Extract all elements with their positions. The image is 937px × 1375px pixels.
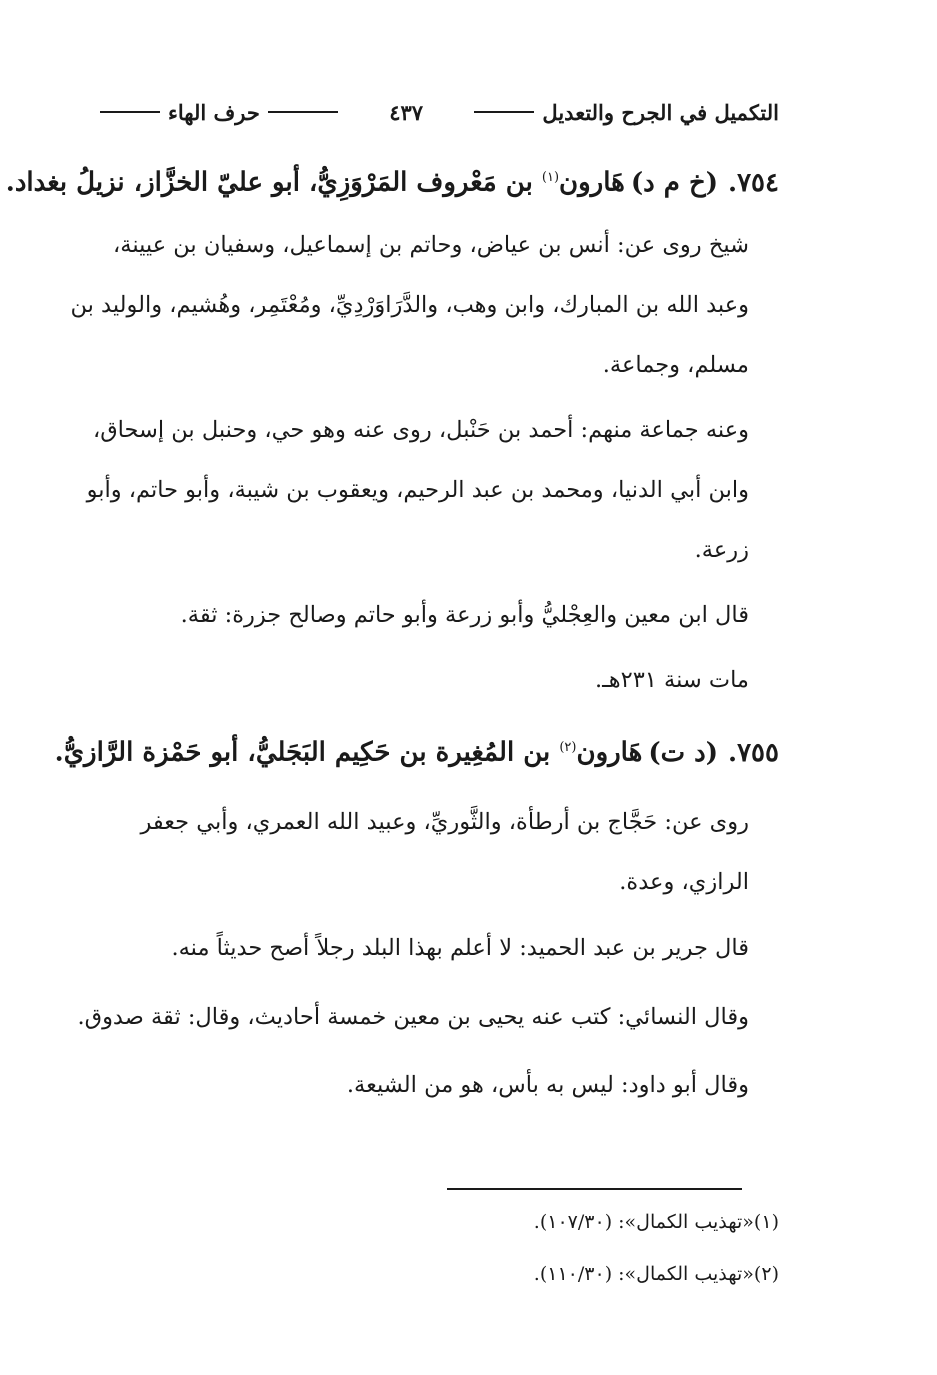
entry-name: هَارون bbox=[576, 737, 643, 768]
text-line: مات سنة ٢٣١هـ. bbox=[595, 667, 749, 693]
entry-name: هَارون bbox=[559, 167, 625, 198]
text-line: الرازي، وعدة. bbox=[619, 869, 749, 895]
header-page-group bbox=[389, 100, 423, 125]
text-line: وعبد الله بن المبارك، وابن وهب، والدَّرَاوَرْدِيِّ، ومُعْتَمِر، وهُشيم، والوليد بن bbox=[70, 292, 749, 318]
header-dash-3 bbox=[100, 111, 160, 113]
entry-heading-755 bbox=[54, 728, 779, 773]
running-header bbox=[100, 94, 779, 130]
text-line: شيخ روى عن: أنس بن عياض، وحاتم بن إسماعيل، وسفيان بن عيينة، bbox=[113, 232, 749, 258]
entry-755-para-2 bbox=[60, 918, 779, 978]
header-section-group bbox=[100, 100, 338, 125]
entry-755-para-3 bbox=[60, 987, 779, 1047]
entry-number: ٧٥٥. bbox=[728, 737, 779, 768]
entry-754-para-2 bbox=[60, 400, 779, 580]
footnote-1: (١)«تهذيب الكمال»: (١٠٧/٣٠). bbox=[533, 1211, 779, 1233]
entry-755-para-4 bbox=[60, 1055, 779, 1115]
header-section: حرف الهاء bbox=[168, 99, 260, 125]
entry-number: ٧٥٤. bbox=[728, 167, 779, 198]
text-line: قال جرير بن عبد الحميد: لا أعلم بهذا البلد رجلاً أصح حديثاً منه. bbox=[171, 935, 749, 961]
text-line: وعنه جماعة منهم: أحمد بن حَنْبل، روى عنه وهو حي، وحنبل بن إسحاق، bbox=[92, 417, 749, 443]
text-line: قال ابن معين والعِجْليُّ وأبو زرعة وأبو حاتم وصالح جزرة: ثقة. bbox=[180, 602, 749, 628]
text-line: روى عن: حَجَّاج بن أرطأة، والثَّوريِّ، وعبيد الله العمري، وأبي جعفر bbox=[140, 809, 749, 835]
footnote-2: (٢)«تهذيب الكمال»: (١١٠/٣٠). bbox=[533, 1263, 779, 1285]
entry-754-para-3 bbox=[60, 585, 779, 645]
entry-name-rest: بن المُغِيرة بن حَكِيم البَجَليُّ، أبو حَمْزة الرَّازيُّ. bbox=[54, 737, 551, 768]
text-line: وقال أبو داود: ليس به بأس، هو من الشيعة. bbox=[346, 1072, 749, 1098]
header-page-number: ٤٣٧ bbox=[389, 99, 424, 125]
entry-name-rest: بن مَعْروف المَرْوَزِيُّ، أبو عليّ الخزَّاز، نزيلُ بغداد. bbox=[5, 167, 533, 198]
footnote-ref: (١) bbox=[541, 170, 560, 185]
entry-codes: (د ت) bbox=[648, 737, 719, 768]
entry-heading-754 bbox=[5, 158, 779, 203]
text-line: وابن أبي الدنيا، ومحمد بن عبد الرحيم، ويعقوب بن شيبة، وأبو حاتم، وأبو bbox=[86, 477, 749, 503]
footnote-divider bbox=[447, 1188, 742, 1190]
header-title: التكميل في الجرح والتعديل bbox=[542, 99, 779, 125]
text-line: مسلم، وجماعة. bbox=[602, 352, 749, 378]
text-line: وقال النسائي: كتب عنه يحيى بن معين خمسة أحاديث، وقال: ثقة صدوق. bbox=[77, 1004, 749, 1030]
header-title-group bbox=[474, 100, 779, 125]
entry-755-para-1 bbox=[60, 792, 779, 912]
entry-754-para-4 bbox=[60, 650, 779, 710]
header-dash-2 bbox=[268, 111, 338, 113]
header-dash-1 bbox=[474, 111, 534, 113]
entry-754-para-1 bbox=[60, 215, 779, 395]
text-line: زرعة. bbox=[694, 537, 749, 563]
entry-codes: (خ م د) bbox=[630, 167, 719, 198]
footnote-ref: (٢) bbox=[559, 740, 577, 755]
